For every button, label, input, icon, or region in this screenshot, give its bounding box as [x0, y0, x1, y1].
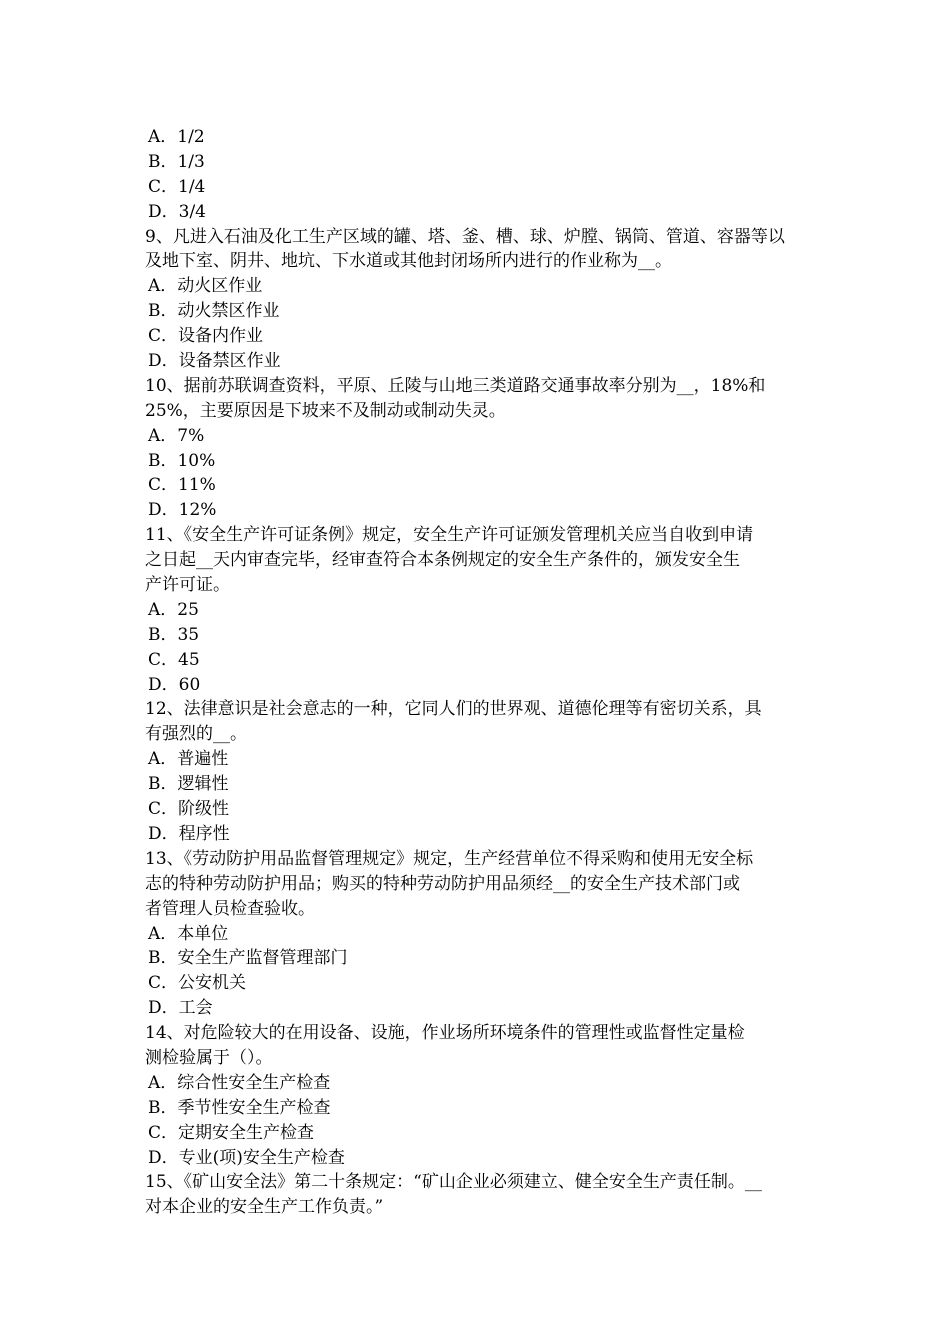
question-text-line: 之日起__天内审查完毕，经审查符合本条例规定的安全生产条件的，颁发安全生: [145, 550, 740, 571]
question-11: [145, 523, 810, 697]
option-b: B．季节性安全生产检查: [148, 1097, 331, 1118]
option-d: D．60: [148, 674, 201, 695]
question-text-line: 者管理人员检查验收。: [145, 898, 315, 919]
question-text-line: 11、《安全生产许可证条例》规定，安全生产许可证颁发管理机关应当自收到申请: [145, 525, 754, 546]
option-d: D．12%: [148, 500, 217, 521]
question-text-line: 9、凡进入石油及化工生产区域的罐、塔、釜、槽、球、炉膛、锅筒、管道、容器等以: [145, 226, 785, 247]
option-c: C．公安机关: [148, 973, 247, 994]
option-b: B．安全生产监督管理部门: [148, 948, 348, 969]
question-12: [145, 697, 810, 846]
question-text-line: 志的特种劳动防护用品；购买的特种劳动防护用品须经__的安全生产技术部门或: [145, 873, 740, 894]
option-a: A．1/2: [148, 127, 205, 147]
question-10: [145, 374, 810, 523]
question-text-line: 14、对危险较大的在用设备、设施，作业场所环境条件的管理性或监督性定量检: [145, 1023, 745, 1044]
question-text-line: 及地下室、阴井、地坑、下水道或其他封闭场所内进行的作业称为__。: [145, 251, 672, 272]
option-b: B．10%: [148, 450, 216, 471]
option-a: A．25: [148, 599, 199, 620]
option-c: C．定期安全生产检查: [148, 1122, 315, 1143]
option-c: C．1/4: [148, 176, 206, 197]
option-d: D．工会: [148, 998, 213, 1019]
question-text-line: 25%，主要原因是下坡来不及制动或制动失灵。: [145, 400, 506, 421]
option-b: B．35: [148, 624, 200, 645]
question-text-line: 有强烈的__。: [145, 724, 247, 745]
option-b: B．逻辑性: [148, 774, 229, 795]
option-d: D．3/4: [148, 201, 206, 222]
option-a: A．动火区作业: [148, 276, 263, 297]
question-text-line: 测检验属于（）。: [145, 1047, 273, 1068]
document-page: [145, 125, 810, 1220]
option-d: D．程序性: [148, 823, 230, 844]
question-text-line: 13、《劳动防护用品监督管理规定》规定，生产经营单位不得采购和使用无安全标: [145, 848, 754, 869]
option-b: B．动火禁区作业: [148, 301, 280, 322]
question-text-line: 产许可证。: [145, 575, 230, 596]
option-c: C．阶级性: [148, 799, 230, 820]
option-b: B．1/3: [148, 151, 205, 172]
option-a: A．普遍性: [148, 749, 229, 770]
option-c: C．45: [148, 649, 200, 670]
question-9: [145, 225, 810, 374]
question-14: [145, 1021, 810, 1170]
question-text-line: 对本企业的安全生产工作负责。”: [145, 1197, 384, 1218]
option-d: D．设备禁区作业: [148, 351, 281, 372]
lead-options: [145, 125, 810, 225]
question-text-line: 10、据前苏联调查资料，平原、丘陵与山地三类道路交通事故率分别为__，18%和: [145, 375, 766, 396]
option-a: A．7%: [148, 425, 205, 446]
question-13: [145, 847, 810, 1021]
question-15: [145, 1170, 810, 1220]
option-c: C．11%: [148, 475, 216, 496]
question-text-line: 15、《矿山安全法》第二十条规定：“矿山企业必须建立、健全安全生产责任制。__: [145, 1172, 762, 1193]
option-c: C．设备内作业: [148, 326, 264, 347]
question-text-line: 12、法律意识是社会意志的一种，它同人们的世界观、道德伦理等有密切关系，具: [145, 699, 762, 720]
option-a: A．本单位: [148, 923, 229, 944]
option-a: A．综合性安全生产检查: [148, 1072, 331, 1093]
option-d: D．专业(项)安全生产检查: [148, 1147, 345, 1168]
